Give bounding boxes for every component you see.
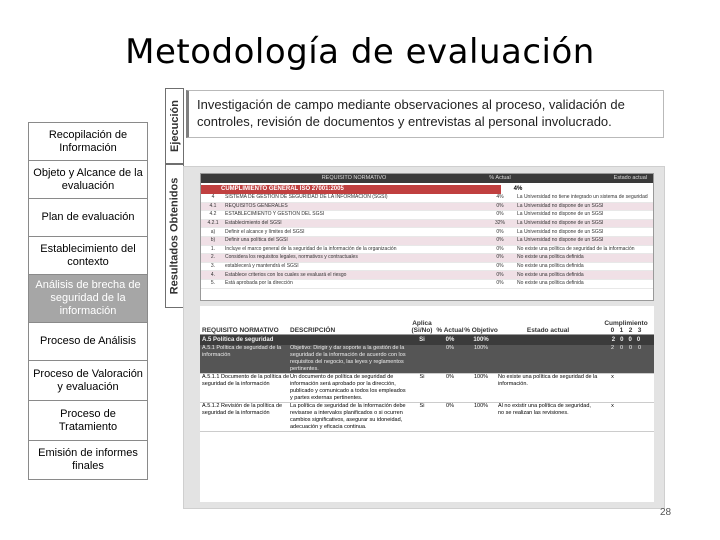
header-objetivo: % Objetivo [464,327,498,334]
table-row [201,220,653,229]
general-compliance-row [201,185,653,194]
table-row [201,203,653,212]
row-status: No existe una política de seguridad de la información. [498,374,598,387]
general-compliance-value: 4% [513,186,523,192]
row-actual: 0% [446,345,454,351]
section-req: A.5 Política de seguridad [202,336,274,343]
table-row [200,374,654,403]
row-levels [598,345,654,373]
row-requirement: Está aprobada por la dirección [225,280,293,287]
section-aplica: Si [419,336,425,343]
row-percentage: 0% [496,280,504,287]
row-level-2: 0 [628,345,633,351]
row-number: 4.1 [209,202,217,209]
row-percentage: 0% [496,263,504,270]
header-aplica: Aplica (Si/No) [411,320,433,334]
row-percentage: 0% [496,211,504,218]
table-row [201,237,653,246]
row-level-1: 0 [619,345,624,351]
row-description: La política de seguridad de la información debe revisarse a intervalos planificados o si ocurren cambios significativos, asegurar su idoneidad, adecuación y eficacia continua. [290,403,406,430]
row-number: 4. [210,271,216,278]
row-description: Un documento de política de seguridad de información será aprobado por la dirección, publicado y comunicado a todos los empleados y partes externas pertinentes. [290,374,406,401]
row-requirement: Considera los requisitos legales, normativos y contractuales [225,254,358,261]
step-objeto-alcance[interactable]: Objeto y Alcance de la evaluación [28,160,148,198]
table-header [200,306,654,335]
section-row [200,335,654,345]
row-requirement: A.5.1 Política de seguridad de la información [202,345,282,358]
row-description: Objetivo: Dirigir y dar soporte a la gestión de la seguridad de la información de acuerdo con los requisitos del negocio, las leyes y reglamentos pertinentes. [290,345,406,372]
row-percentage: 0% [496,202,504,209]
section-actual: 0% [445,336,455,343]
row-requirement: Establece criterios con los cuales se evaluará el riesgo [225,271,347,278]
table-row [201,211,653,220]
row-levels [598,403,654,431]
row-status: No existe una política definida [517,271,584,278]
row-status [498,345,598,373]
section-level-3: 0 [636,336,641,343]
section-level-0: 2 [611,336,616,343]
row-number: 4.2 [209,211,217,218]
tab-ejecucion[interactable] [165,88,184,164]
row-status: La Universidad no dispone de un SGSI [517,211,604,218]
section-objetivo: 100% [473,336,489,343]
row-actual: 0% [446,374,454,380]
row-percentage: 0% [496,245,504,252]
row-status: No existe una política definida [517,263,584,270]
general-compliance-label: CUMPLIMIENTO GENERAL ISO 27001:2005 [201,185,501,194]
row-objetivo: 100% [473,374,489,380]
page-number: 28 [660,507,672,518]
row-number: 5. [210,280,216,287]
row-status: La Universidad no tiene integrado un sistema de seguridad [517,194,648,201]
section-level-1: 0 [620,336,624,343]
tab-resultados-label: Resultados Obtenidos [168,177,181,295]
control-rows [200,345,654,432]
table-row [201,263,653,272]
row-requirement: REQUISITOS GENERALES [225,202,288,209]
row-requirement: ESTABLECIMIENTO Y GESTIÓN DEL SGSI [225,211,325,218]
row-requirement: Establecimiento del SGSI [225,220,282,227]
level-2: 2 [628,327,633,334]
row-number: 2. [210,254,216,261]
step-analisis-brecha[interactable]: Análisis de brecha de seguridad de la información [28,274,148,322]
header-cumplimiento-label: Cumplimiento [604,320,648,327]
tab-resultados[interactable] [165,164,184,308]
table-row [200,345,654,374]
row-requirement: Definir una política del SGSI [225,237,288,244]
header-estado: Estado actual [613,175,647,181]
level-1: 1 [619,327,624,334]
row-number: 1. [210,245,216,252]
row-requirement: establecerá y mantendrá el SGSI [225,263,299,270]
section-level-2: 0 [628,336,632,343]
row-objetivo: 100% [473,403,489,409]
table-row [201,194,653,203]
row-percentage: 0% [496,228,504,235]
row-aplica [408,345,436,373]
step-recopilacion[interactable]: Recopilación de Información [28,122,148,160]
row-percentage: 0% [496,271,504,278]
row-percentage: 0% [496,237,504,244]
level-0: 0 [610,327,615,334]
row-status: La Universidad no dispone de un SGSI [517,220,604,227]
row-number: 4.2.1 [207,220,219,227]
step-informes[interactable]: Emisión de informes finales [28,440,148,480]
table-row [201,280,653,289]
row-status: No existe una política de seguridad de la información [517,245,635,252]
step-proceso-analisis[interactable]: Proceso de Análisis [28,322,148,360]
header-req: REQUISITO NORMATIVO [202,327,279,334]
page-title: Metodología de evaluación [125,32,595,72]
row-aplica: Si [419,403,425,409]
row-requirement: Definir el alcance y límites del SGSI [225,228,305,235]
row-requirement: A.5.1.1 Documento de la política de seguridad de la información [202,374,290,387]
step-tratamiento[interactable]: Proceso de Tratamiento [28,400,148,440]
row-status: Al no existir una política de seguridad, no se realizan las revisiones. [498,403,591,416]
row-status: No existe una política definida [517,280,584,287]
header-estado: Estado actual [526,327,570,334]
row-percentage: 4% [496,194,504,201]
step-contexto[interactable]: Establecimiento del contexto [28,236,148,274]
header-req: REQUISITO NORMATIVO [321,175,387,181]
header-pct: % Actual [489,175,511,181]
table-header [201,174,653,183]
row-requirement: A.5.1.2 Revisión de la política de seguridad de la información [202,403,283,416]
header-desc: DESCRIPCIÓN [290,327,336,334]
row-aplica: Si [419,374,425,380]
row-level-0: 2 [610,345,615,351]
row-level-0: x [611,374,614,380]
row-status: No existe una política definida [517,254,584,261]
row-requirement: Incluye el marco general de la seguridad de la información de la organización [225,245,397,252]
table-row [201,246,653,255]
header-cumplimiento [598,320,654,334]
description-panel: Investigación de campo mediante observaciones al proceso, validación de controles, revisión de documentos y entrevistas al personal involucrado. [186,90,664,138]
row-status: La Universidad no dispone de un SGSI [517,237,604,244]
table-row [201,228,653,237]
row-number: 3. [210,263,216,270]
compliance-summary-table [200,173,654,301]
table-row [201,254,653,263]
row-objetivo: 100% [473,345,489,351]
control-assessment-table [200,306,654,502]
methodology-steps-list [28,122,148,480]
row-percentage: 32% [494,220,505,227]
header-actual: % Actual [436,327,464,334]
row-number: b) [210,237,216,244]
row-actual: 0% [446,403,454,409]
row-status: La Universidad no dispone de un SGSI [517,202,604,209]
row-number: a) [210,228,216,235]
requirement-rows [201,194,653,289]
table-row [201,271,653,280]
row-levels [598,374,654,402]
step-valoracion[interactable]: Proceso de Valoración y evaluación [28,360,148,400]
row-level-3: 0 [637,345,642,351]
step-plan-evaluacion[interactable]: Plan de evaluación [28,198,148,236]
row-percentage: 0% [496,254,504,261]
row-status: La Universidad no dispone de un SGSI [517,228,604,235]
table-row [200,403,654,432]
row-requirement: SISTEMA DE GESTIÓN DE SEGURIDAD DE LA INFORMACIÓN (SGSI) [225,194,388,201]
level-3: 3 [637,327,642,334]
row-number: 4 [211,194,215,201]
tab-ejecucion-label: Ejecución [168,100,181,152]
row-level-0: x [611,403,614,409]
